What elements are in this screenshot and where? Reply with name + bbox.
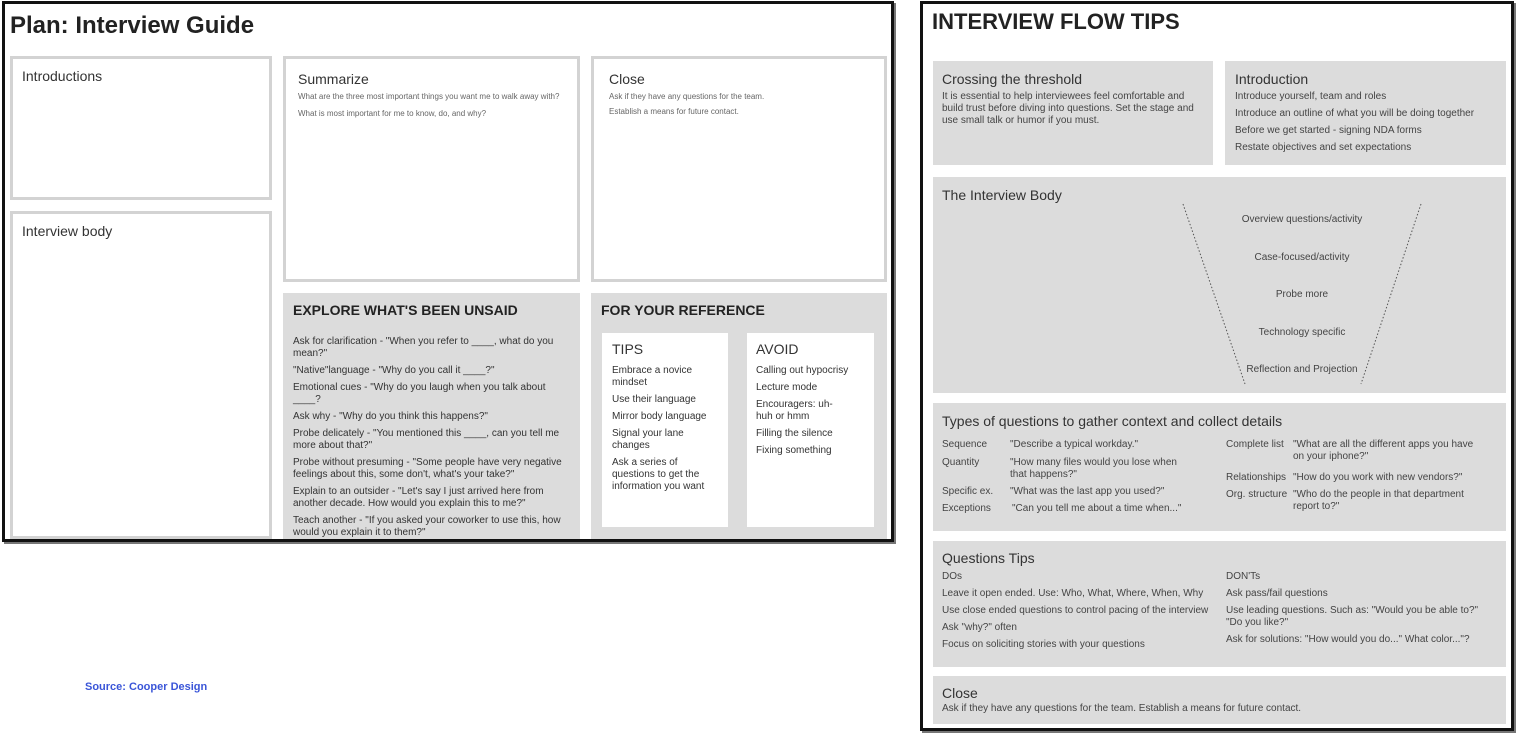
funnel-left-edge xyxy=(1183,204,1245,384)
summarize-title: Summarize xyxy=(298,71,369,87)
dos-column xyxy=(942,571,1220,651)
summarize-box xyxy=(283,56,580,282)
funnel-stage: Overview questions/activity xyxy=(1241,214,1363,225)
close-title: Close xyxy=(609,71,645,87)
summarize-line: What are the three most important things you want me to walk away with? xyxy=(298,92,560,101)
types-title: Types of questions to gather context and collect details xyxy=(942,413,1283,429)
explore-item: Explain to an outsider - "Let's say I just arrived here from another decade. How would you explain this to me?" xyxy=(293,486,544,509)
explore-item: Emotional cues - "Why do you laugh when you talk about ____? xyxy=(293,382,546,405)
questions-tips-section xyxy=(933,541,1506,667)
funnel-stage: Technology specific xyxy=(1258,327,1346,338)
introduction-section xyxy=(1225,61,1506,165)
avoid-item: Calling out hypocrisy xyxy=(756,365,849,376)
question-type-example: "Describe a typical workday." xyxy=(1010,439,1139,450)
question-type-example: "How do you work with new vendors?" xyxy=(1293,472,1463,483)
question-type-example: "What was the last app you used?" xyxy=(1010,486,1165,497)
explore-item: "Native"language - "Why do you call it ____?" xyxy=(293,365,495,376)
reference-title: FOR YOUR REFERENCE xyxy=(601,302,765,318)
donts-column xyxy=(1226,571,1484,646)
avoid-item: Lecture mode xyxy=(756,382,818,393)
interview-body-label: Interview body xyxy=(22,223,113,239)
avoid-item: Fixing something xyxy=(756,445,832,456)
body-title: The Interview Body xyxy=(942,187,1062,203)
tip-item: Signal your lane changes xyxy=(612,428,684,451)
question-type-example: "Who do the people in that department report to?" xyxy=(1293,489,1464,512)
donts-item: Ask pass/fail questions xyxy=(1226,588,1328,599)
introductions-box xyxy=(10,56,272,200)
qtips-title: Questions Tips xyxy=(942,550,1035,566)
interview-body-section xyxy=(933,177,1506,393)
tip-item: Mirror body language xyxy=(612,411,707,422)
avoid-card xyxy=(747,333,874,527)
funnel-diagram xyxy=(933,177,1506,393)
guide-title: Plan: Interview Guide xyxy=(10,12,255,39)
question-type-label: Specific ex. xyxy=(942,486,994,497)
funnel-stage: Case-focused/activity xyxy=(1254,252,1350,263)
interview-body-box xyxy=(10,211,272,539)
explore-item: Teach another - "If you asked your coworker to use this, how would you explain it to them?" xyxy=(293,515,561,538)
tips-card xyxy=(602,333,728,527)
summarize-line: What is most important for me to know, do, and why? xyxy=(298,109,487,118)
explore-item: Ask why - "Why do you think this happens?" xyxy=(293,411,488,422)
introduction-title: Introduction xyxy=(1235,71,1309,87)
tip-item: Use their language xyxy=(612,394,696,405)
close-line: Establish a means for future contact. xyxy=(609,107,739,116)
tip-item: Embrace a novice mindset xyxy=(612,365,693,388)
donts-title: DON'Ts xyxy=(1226,571,1261,582)
interview-flow-panel xyxy=(920,1,1514,731)
avoid-item: Filling the silence xyxy=(756,428,833,439)
flow-close-title: Close xyxy=(942,685,978,701)
tip-item: Ask a series of questions to get the information you want xyxy=(612,457,705,492)
avoid-title: AVOID xyxy=(756,341,799,357)
introduction-item: Introduce yourself, team and roles xyxy=(1235,91,1387,102)
crossing-threshold-section xyxy=(933,61,1213,165)
question-type-example: "Can you tell me about a time when..." xyxy=(1012,503,1182,514)
tips-title: TIPS xyxy=(612,341,644,357)
flow-close-section xyxy=(933,676,1506,724)
explore-item: Probe delicately - "You mentioned this ____, can you tell me more about that?" xyxy=(293,428,560,451)
question-type-label: Org. structure xyxy=(1226,489,1288,500)
crossing-text: It is essential to help interviewees feel comfortable and build trust before diving into questions. Set the stage and use small talk or humor if you must. xyxy=(942,91,1194,126)
question-type-label: Exceptions xyxy=(942,503,991,514)
dos-title: DOs xyxy=(942,571,962,582)
donts-item: Use leading questions. Such as: "Would you be able to?" "Do you like?" xyxy=(1226,605,1479,628)
introduction-item: Before we get started - signing NDA forms xyxy=(1235,125,1422,136)
question-type-label: Complete list xyxy=(1226,439,1284,450)
question-type-label: Relationships xyxy=(1226,472,1287,483)
explore-section xyxy=(283,293,580,539)
funnel-stage: Reflection and Projection xyxy=(1246,364,1358,375)
introduction-item: Introduce an outline of what you will be doing together xyxy=(1235,108,1475,119)
flow-title: INTERVIEW FLOW TIPS xyxy=(932,9,1180,34)
source-credit: Source: Cooper Design xyxy=(85,681,208,693)
introduction-item: Restate objectives and set expectations xyxy=(1235,142,1412,153)
close-box xyxy=(591,56,887,282)
avoid-item: Encouragers: uh-huh or hmm xyxy=(756,399,833,422)
dos-item: Focus on soliciting stories with your questions xyxy=(942,639,1145,650)
dos-item: Ask "why?" often xyxy=(942,622,1017,633)
introductions-label: Introductions xyxy=(22,68,103,84)
question-type-example: "What are all the different apps you have on your iphone?" xyxy=(1293,439,1474,462)
dos-item: Use close ended questions to control pacing of the interview xyxy=(942,605,1209,616)
funnel-right-edge xyxy=(1361,204,1421,384)
explore-title: EXPLORE WHAT'S BEEN UNSAID xyxy=(293,302,518,318)
dos-item: Leave it open ended. Use: Who, What, Where, When, Why xyxy=(942,588,1204,599)
donts-item: Ask for solutions: "How would you do..." What color..."? xyxy=(1226,634,1470,645)
funnel-stage: Probe more xyxy=(1275,289,1329,300)
question-types-section xyxy=(933,403,1506,531)
explore-item: Ask for clarification - "When you refer to ____, what do you mean?" xyxy=(293,336,554,359)
question-type-example: "How many files would you lose when that happens?" xyxy=(1010,457,1177,480)
question-type-label: Quantity xyxy=(942,457,980,468)
crossing-title: Crossing the threshold xyxy=(942,71,1083,87)
question-type-label: Sequence xyxy=(942,439,988,450)
close-line: Ask if they have any questions for the team. xyxy=(609,92,765,101)
explore-item: Probe without presuming - "Some people have very negative feelings about this, some don't, what's your take?" xyxy=(293,457,562,480)
interview-guide-panel xyxy=(2,1,894,542)
flow-close-text: Ask if they have any questions for the team. Establish a means for future contact. xyxy=(942,703,1302,714)
